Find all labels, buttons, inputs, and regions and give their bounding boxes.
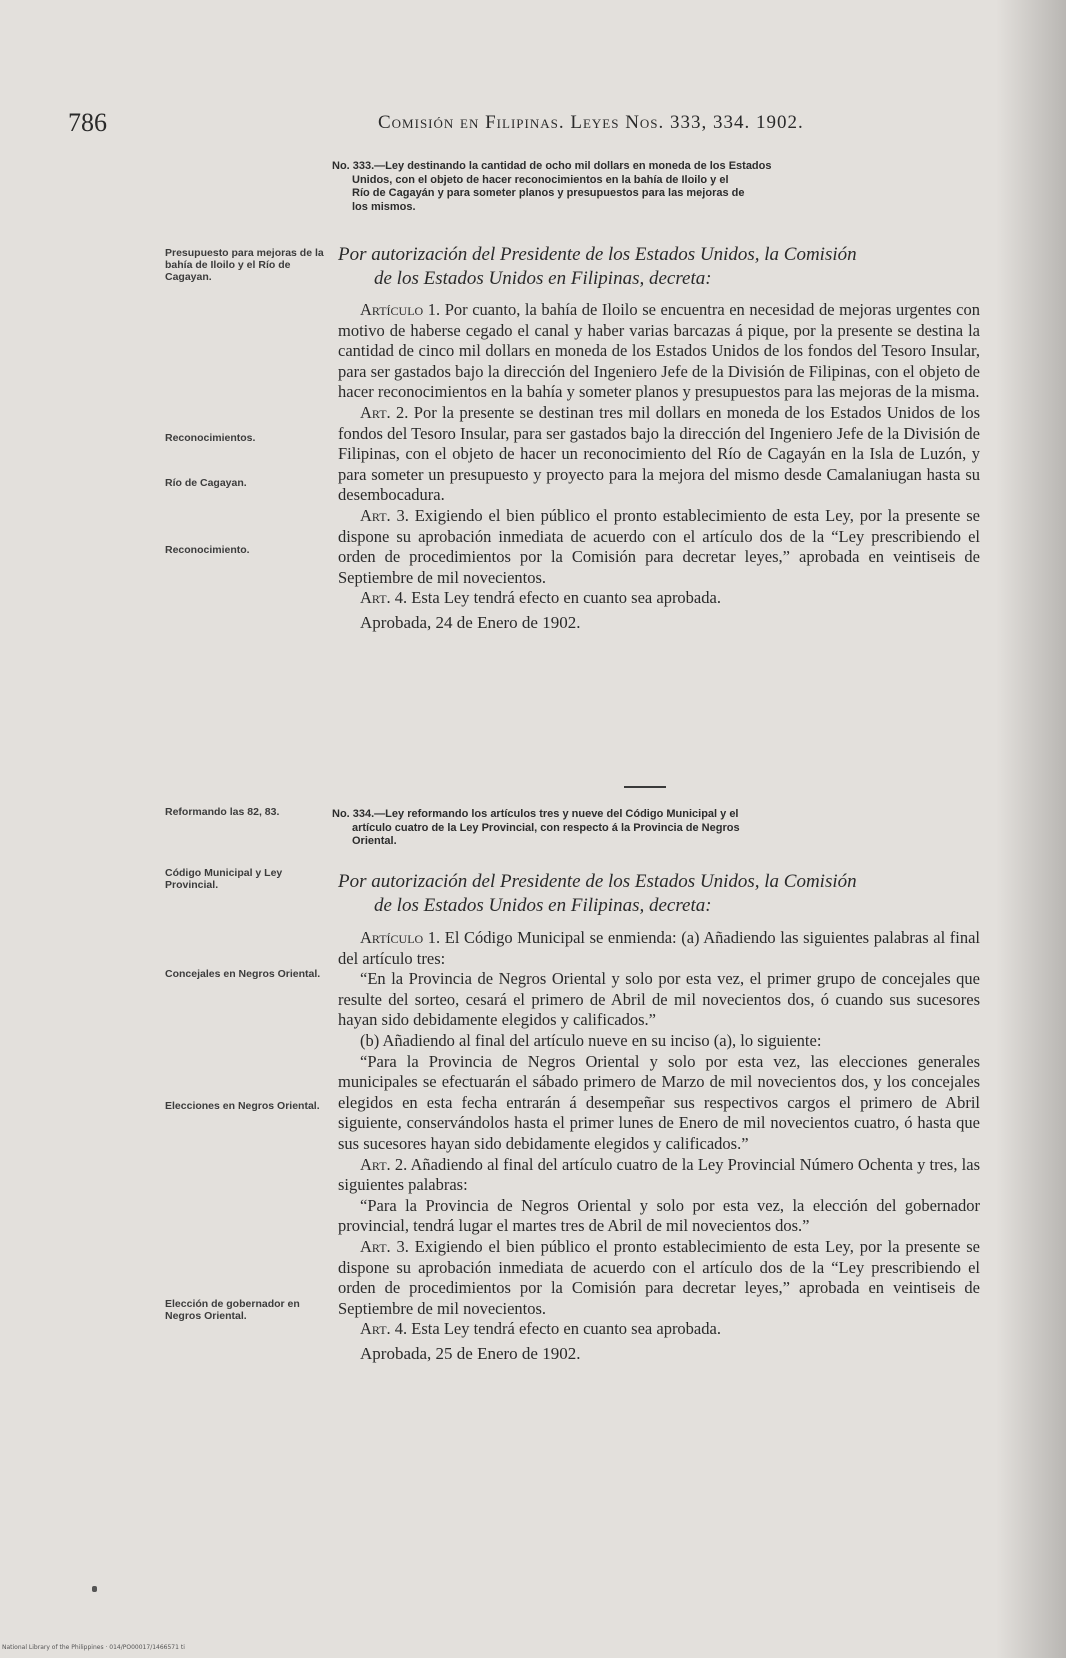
law-334-approved: Aprobada, 25 de Enero de 1902. bbox=[360, 1343, 581, 1363]
law-334-quote-3: “Para la Provincia de Negros Oriental y solo por esta vez, la elección del gobernador provincial, tendrá lugar el martes tres de Abril de mil novecientos dos.” bbox=[338, 1195, 980, 1236]
law-333-heading-line: Unidos, con el objeto de hacer reconocimientos en la bahía de Iloilo y el bbox=[352, 173, 729, 186]
law-333-article-1 bbox=[338, 300, 980, 403]
article-label: Artículo 1. bbox=[360, 928, 441, 947]
law-334-enacting-clause bbox=[338, 870, 980, 918]
margin-note-rio-cagayan: Río de Cagayan. bbox=[165, 477, 247, 489]
law-334-heading bbox=[332, 808, 980, 849]
article-label: Artículo 1. bbox=[360, 300, 441, 319]
article-label: Art. 3. bbox=[360, 1236, 409, 1256]
article-text: Por cuanto, la bahía de Iloilo se encuentra en necesidad de mejoras urgentes con motivo de haberse cegado el canal y haber varias barcazas á pique, por la presente se destina la cantidad de cinco mil dollars en moneda de los Estados Unidos de los fondos del Tesoro Insular, para ser gastados bajo la dirección del Ingeniero Jefe de la División de Filipinas, con el objeto de hacer reconocimientos en la bahía y someter planos y presupuestos para las mejoras de la misma. bbox=[338, 300, 980, 402]
section-divider bbox=[624, 786, 666, 788]
law-334-article-2 bbox=[338, 1155, 980, 1196]
margin-note-elecciones: Elecciones en Negros Oriental. bbox=[165, 1100, 320, 1112]
article-text: Esta Ley tendrá efecto en cuanto sea aprobada. bbox=[407, 588, 721, 608]
law-333-body bbox=[338, 300, 980, 634]
article-label: Art. 3. bbox=[360, 505, 409, 525]
enacting-line: Por autorización del Presidente de los Estados Unidos, la Comisión bbox=[338, 244, 857, 265]
law-334-paragraph-b: (b) Añadiendo al final del artículo nueve en su inciso (a), lo siguiente: bbox=[360, 1030, 822, 1050]
law-333-approved: Aprobada, 24 de Enero de 1902. bbox=[360, 612, 581, 632]
law-334-heading-line: No. 334.—Ley reformando los artículos tres y nueve del Código Municipal y el bbox=[332, 808, 739, 820]
enacting-line: Por autorización del Presidente de los Estados Unidos, la Comisión bbox=[338, 871, 857, 892]
article-label: Art. 4. bbox=[360, 1319, 408, 1339]
page-edge-shadow bbox=[996, 0, 1066, 1658]
article-text: El Código Municipal se enmienda: (a) Añadiendo las siguientes palabras al final del artículo tres: bbox=[338, 928, 980, 968]
law-334-heading-line: Oriental. bbox=[352, 835, 397, 848]
enacting-line: de los Estados Unidos en Filipinas, decreta: bbox=[374, 268, 712, 289]
article-text: Añadiendo al final del artículo cuatro de la Ley Provincial Número Ochenta y tres, las siguientes palabras: bbox=[338, 1154, 980, 1195]
law-333-heading-line: No. 333.—Ley destinando la cantidad de ocho mil dollars en moneda de los Estados bbox=[332, 160, 772, 172]
law-333-heading-line: los mismos. bbox=[352, 200, 416, 213]
running-head: Comisión en Filipinas. Leyes Nos. 333, 334. 1902. bbox=[378, 112, 804, 133]
law-333-article-4 bbox=[338, 588, 980, 609]
ink-mark bbox=[92, 1586, 97, 1592]
law-333-heading bbox=[332, 160, 980, 214]
margin-note-presupuesto: Presupuesto para mejoras de la bahía de Iloilo y el Río de Cagayan. bbox=[165, 247, 324, 283]
law-333-article-3 bbox=[338, 506, 980, 588]
law-334-body bbox=[338, 928, 980, 1364]
article-text: Exigiendo el bien público el pronto establecimiento de esta Ley, por la presente se dispone su aprobación inmediata de acuerdo con el artículo dos de la “Ley prescribiendo el orden de procedimientos por la Comisión para decretar leyes,” aprobada en veintiseis de Septiembre de mil novecientos. bbox=[338, 505, 980, 587]
page-header bbox=[68, 108, 938, 138]
margin-note-concejales: Concejales en Negros Oriental. bbox=[165, 968, 321, 980]
article-text: Por la presente se destinan tres mil dollars en moneda de los Estados Unidos de los fondos del Tesoro Insular, para ser gastados bajo la dirección del Ingeniero Jefe de la División de Filipinas, con el objeto de hacer un reconocimiento del Río de Cagayán en la Isla de Luzón, y para someter un presupuesto y proyecto para la mejora del mismo desde Camalaniugan hasta su desembocadura. bbox=[338, 402, 981, 505]
law-333-article-2 bbox=[338, 403, 980, 506]
margin-note-reconocimientos: Reconocimientos. bbox=[165, 432, 256, 444]
law-333-enacting-clause bbox=[338, 243, 980, 291]
article-text: Esta Ley tendrá efecto en cuanto sea aprobada. bbox=[407, 1319, 721, 1339]
margin-note-eleccion-gobernador: Elección de gobernador en Negros Oriental. bbox=[165, 1298, 300, 1322]
law-334-article-4 bbox=[338, 1319, 980, 1340]
margin-note-codigo: Código Municipal y Ley Provincial. bbox=[165, 867, 283, 891]
law-334-heading-line: artículo cuatro de la Ley Provincial, con respecto á la Provincia de Negros bbox=[352, 821, 740, 834]
law-333-heading-line: Río de Cagayán y para someter planos y presupuestos para las mejoras de bbox=[352, 187, 745, 200]
law-334-article-1 bbox=[338, 928, 980, 969]
margin-note-reconocimiento: Reconocimiento. bbox=[165, 544, 250, 556]
article-text: Exigiendo el bien público el pronto establecimiento de esta Ley, por la presente se dispone su aprobación inmediata de acuerdo con el artículo dos de la “Ley prescribiendo el orden de procedimientos por la Comisión para decretar leyes,” aprobada en veintiseis de Septiembre de mil novecientos. bbox=[338, 1236, 980, 1318]
article-label: Art. 4. bbox=[360, 588, 408, 608]
law-334-article-3 bbox=[338, 1237, 980, 1319]
page-number: 786 bbox=[68, 108, 107, 137]
article-label: Art. 2. bbox=[360, 402, 409, 422]
law-334-quote-2: “Para la Provincia de Negros Oriental y solo por esta vez, las elecciones generales municipales se efectuarán el sábado primero de Marzo de mil novecientos dos, y los concejales elegidos en esta fecha entrarán á desempeñar sus respectivos cargos el primero de Abril siguiente, conservándolos hasta el primer lunes de Enero de mil novecientos cuatro, ó hasta que sus sucesores hayan sido debidamente elegidos y calificados.” bbox=[338, 1051, 980, 1153]
scan-footer: National Library of the Philippines · 014/PO00017/1466571 ti bbox=[2, 1644, 185, 1651]
law-334-quote-1: “En la Provincia de Negros Oriental y solo por esta vez, el primer grupo de concejales que resulte del sorteo, cesará el primero de Abril de mil novecientos dos, ó cuando sus sucesores hayan sido debidamente elegidos y calificados.” bbox=[338, 969, 980, 1030]
margin-note-reformando: Reformando las 82, 83. bbox=[165, 806, 280, 818]
enacting-line: de los Estados Unidos en Filipinas, decreta: bbox=[374, 895, 712, 916]
article-label: Art. 2. bbox=[360, 1154, 408, 1174]
